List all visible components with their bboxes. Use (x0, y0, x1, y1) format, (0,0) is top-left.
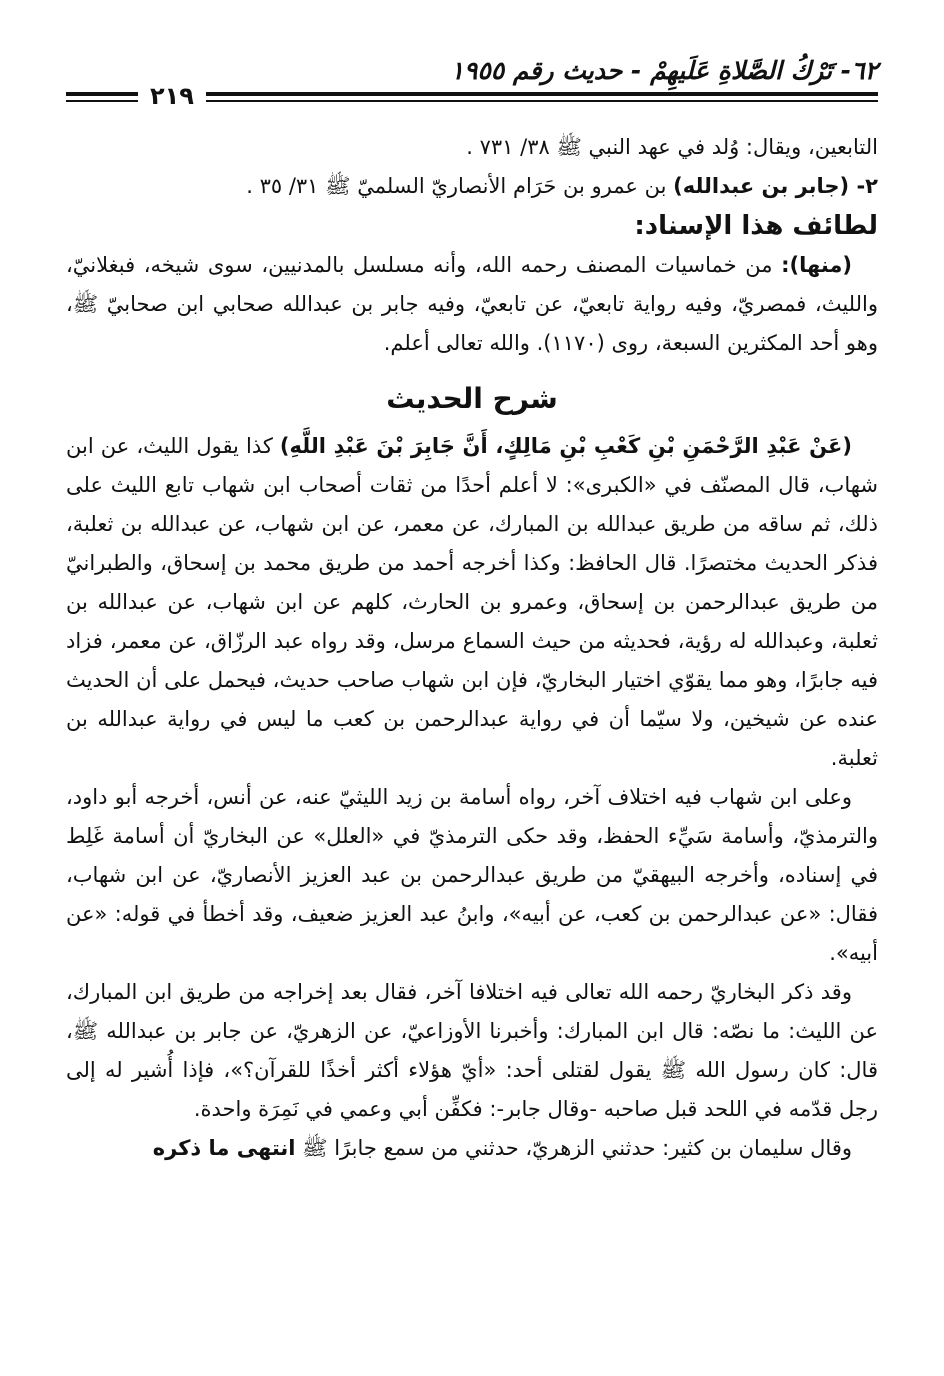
hadith-chain-quote: (عَنْ عَبْدِ الرَّحْمَنِ بْنِ كَعْبِ بْنِ مَالِكٍ، أَنَّ جَابِرَ بْنَ عَبْدِ اللَّهِ) (279, 434, 852, 458)
biography-item-2 (66, 167, 878, 206)
sharh-paragraph-3: وقد ذكر البخاريّ رحمه الله تعالى فيه اختلافا آخر، فقال بعد إخراجه من طريق ابن المبارك، عن الليث: ما نصّه: قال ابن المبارك: وأخبرنا الأوزاعيّ، عن الزهريّ، عن جابر بن عبدالله ﷺ، قال: كان رسول الله ﷺ يقول لقتلى أحد: «أيّ هؤلاء أكثر أخذًا للقرآن؟»، فإذا أُشير له إلى رجل قدّمه في اللحد قبل صاحبه -وقال جابر-: فكفِّن أبي وعمي في نَمِرَة واحدة. (66, 980, 878, 1121)
lataif-paragraph (66, 246, 878, 363)
sharh-paragraph-4-text: وقال سليمان بن كثير: حدثني الزهريّ، حدثني من سمع جابرًا ﷺ (295, 1136, 852, 1160)
page-number: ٢١٩ (138, 82, 206, 110)
sharh-paragraph-4 (66, 1129, 878, 1168)
sharh-paragraph-2: وعلى ابن شهاب فيه اختلاف آخر، رواه أسامة بن زيد الليثيّ عنه، عن أنس، أخرجه أبو داود، والترمذيّ، وأسامة سَيِّء الحفظ، وقد حكى الترمذيّ في «العلل» عن البخاريّ أن أسامة غَلِط في إسناده، وأخرجه البيهقيّ من طريق عبدالرحمن بن عبد العزيز الأنصاريّ، عن ابن شهاب، فقال: «عن عبدالرحمن بن كعب، عن أبيه»، وابنُ عبد العزيز ضعيف، وقد أخطأ في قوله: «عن أبيه». (66, 785, 878, 965)
header-rule (66, 82, 878, 112)
narrator-name: ٢- (جابر بن عبدالله) (673, 174, 878, 198)
lataif-label: (منها): (781, 253, 852, 277)
lataif-heading: لطائف هذا الإسناد: (634, 211, 878, 241)
narrator-details: بن عمرو بن حَرَام الأنصاريّ السلميّ ﷺ ٣١/ ٣٥ . (246, 174, 674, 198)
sharh-paragraph-1-text: كذا يقول الليث، عن ابن شهاب، قال المصنّف في «الكبرى»: لا أعلم أحدًا من ثقات أصحاب ابن شهاب تابع الليث على ذلك، ثم ساقه من طريق عبدالله بن المبارك، عن معمر، عن ابن شهاب، عن عبدالله بن ثعلبة، فذكر الحديث مختصرًا. قال الحافظ: وكذا أخرجه أحمد من طريق محمد بن إسحاق، والطبرانيّ من طريق عبدالرحمن بن إسحاق، وعمرو بن الحارث، كلهم عن ابن شهاب، عن عبدالله بن ثعلبة، وعبدالله له رؤية، فحديثه من حيث السماع مرسل، وقد رواه عبد الرزّاق، عن معمر، فزاد فيه جابرًا، وهو مما يقوّي اختيار البخاريّ، فإن ابن شهاب صاحب حديث، فيحمل على أن الحديث عنده عن شيخين، ولا سيّما أن في رواية عبدالرحمن بن كعب ما ليس في رواية عبدالله بن ثعلبة. (66, 434, 878, 770)
biography-line: التابعين، ويقال: وُلد في عهد النبي ﷺ ٣٨/ ٧٣١ . (466, 135, 878, 159)
running-title: ٦٢- تَرْكُ الصَّلاةِ عَلَيهِمْ - حديث رقم ١٩٥٥ (450, 56, 878, 85)
book-page (66, 50, 878, 1168)
sharh-paragraph-4-emphasis: انتهى ما ذكره (152, 1136, 296, 1160)
sharh-paragraph-1 (66, 427, 878, 778)
sharh-heading: شرح الحديث (386, 382, 558, 415)
page-body (66, 128, 878, 1168)
lataif-text: من خماسيات المصنف رحمه الله، وأنه مسلسل بالمدنيين، سوى شيخه، فبغلانيّ، والليث، فمصريّ، وفيه رواية تابعيّ، عن تابعيّ، وفيه جابر بن عبدالله صحابي ابن صحابيّ ﷺ، وهو أحد المكثرين السبعة، روى (١١٧٠). والله تعالى أعلم. (66, 253, 878, 355)
